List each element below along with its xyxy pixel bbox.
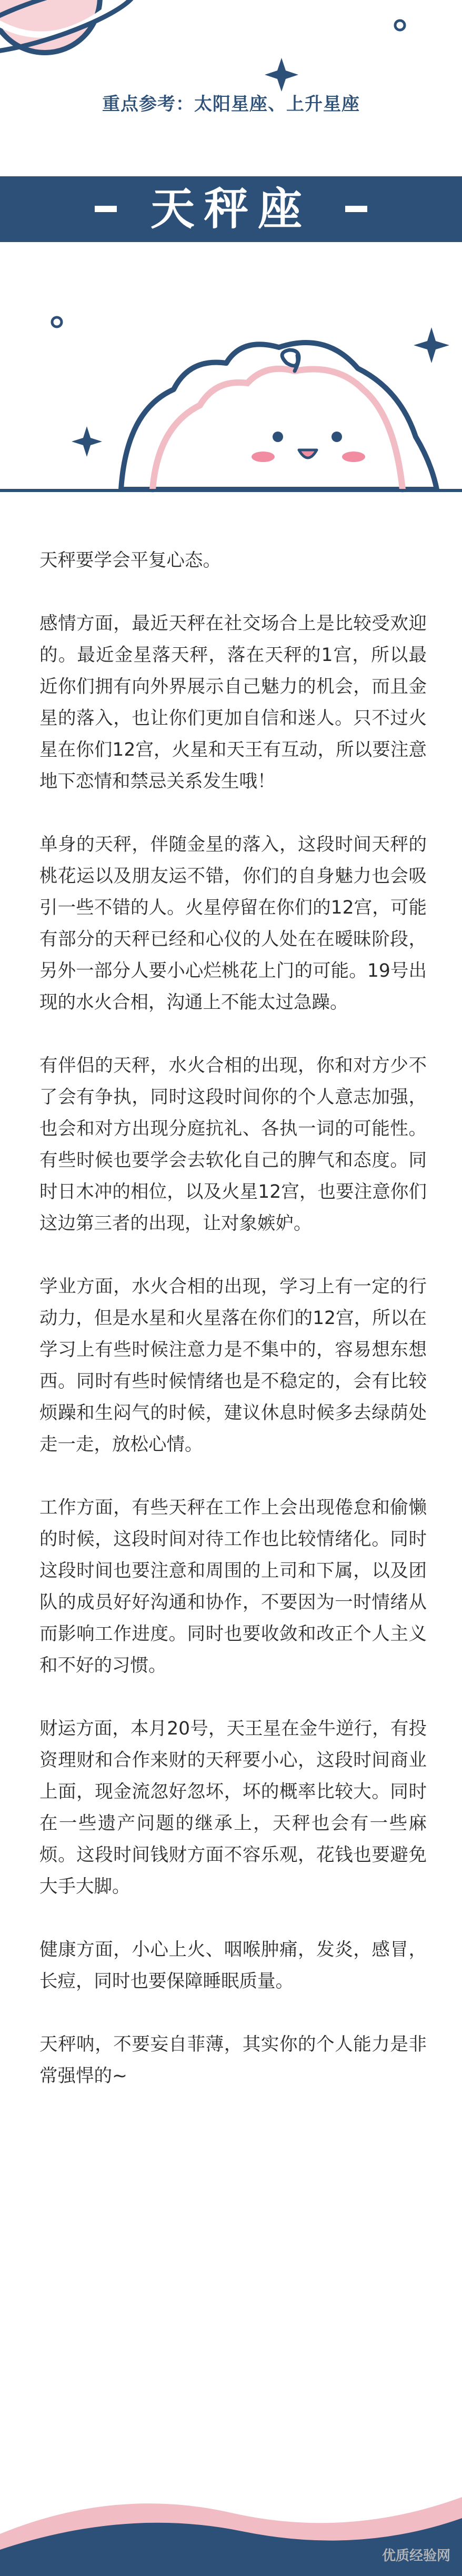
paragraph-wealth: 财运方面，本月20号，天王星在金牛逆行，有投资理财和合作来财的天秤要小心，这段时间商业上面，现金流忽好忽坏，坏的概率比较大。同时在一些遗产问题的继承上，天秤也会有一些麻烦。这段时间钱财方面不容乐观，花钱也要避免大手大脚。 [39, 1718, 427, 1897]
circle-decoration-icon [395, 21, 405, 30]
watermark: 优质经验网 [381, 2548, 450, 2564]
star-icon [414, 327, 449, 363]
paragraph-health: 健康方面，小心上火、咽喉肿痛，发炎，感冒，长痘，同时也要保障睡眠质量。 [39, 1939, 427, 1992]
paragraph-intro: 天秤要学会平复心态。 [39, 550, 221, 571]
article-body [39, 545, 427, 2092]
paragraph-single: 单身的天秤，伴随金星的落入，这段时间天秤的桃花运以及朋友运不错，你们的自身魅力也会吸引一些不错的人。火星停留在你们的12宫，可能有部分的天秤已经和心仪的人处在在暧昧阶段，另外一部分人要小心烂桃花上门的可能。19号出现的水火合相，沟通上不能太过急躁。 [39, 834, 427, 1013]
paragraph-love: 感情方面，最近天秤在社交场合上是比较受欢迎的。最近金星落天秤，落在天秤的1宫，所以最近你们拥有向外界展示自己魅力的机会，而且金星的落入，也让你们更加自信和迷人。只不过火星在你们12宫，火星和天王有互动，所以要注意地下恋情和禁忌关系发生哦！ [39, 613, 427, 792]
reference-note: 重点参考：太阳星座、上升星座 [102, 94, 360, 115]
paragraph-partnered: 有伴侣的天秤，水火合相的出现，你和对方少不了会有争执，同时这段时间你的个人意志加强，也会和对方出现分庭抗礼、各执一词的可能性。有些时候也要学会去软化自己的脾气和态度。同时日木冲的相位，以及火星12宫，也要注意你们这边第三者的出现，让对象嫉妒。 [39, 1055, 427, 1234]
header-illustration [0, 0, 462, 495]
header-banner [0, 0, 462, 495]
star-icon [265, 58, 298, 92]
circle-decoration-icon [52, 317, 62, 327]
planet-icon [0, 0, 141, 66]
footer-wave [0, 2476, 462, 2576]
star-icon [72, 426, 102, 457]
page-title: 天秤座 [150, 183, 312, 235]
cloud-mascot-icon [121, 343, 437, 489]
paragraph-study: 学业方面，水火合相的出现，学习上有一定的行动力，但是水星和火星落在你们的12宫，所以在学习上有些时候注意力是不集中的，容易想东想西。同时有些时候情绪也是不稳定的，会有比较烦躁和生闷气的时候，建议休息时候多去绿荫处走一走，放松心情。 [39, 1276, 427, 1455]
paragraph-work: 工作方面，有些天秤在工作上会出现倦怠和偷懒的时候，这段时间对待工作也比较情绪化。同时这段时间也要注意和周围的上司和下属，以及团队的成员好好沟通和协作，不要因为一时情绪从而影响工作进度。同时也要收敛和改正个人主义和不好的习惯。 [39, 1497, 427, 1676]
paragraph-closing: 天秤呐，不要妄自菲薄，其实你的个人能力是非常强悍的~ [39, 2034, 427, 2087]
